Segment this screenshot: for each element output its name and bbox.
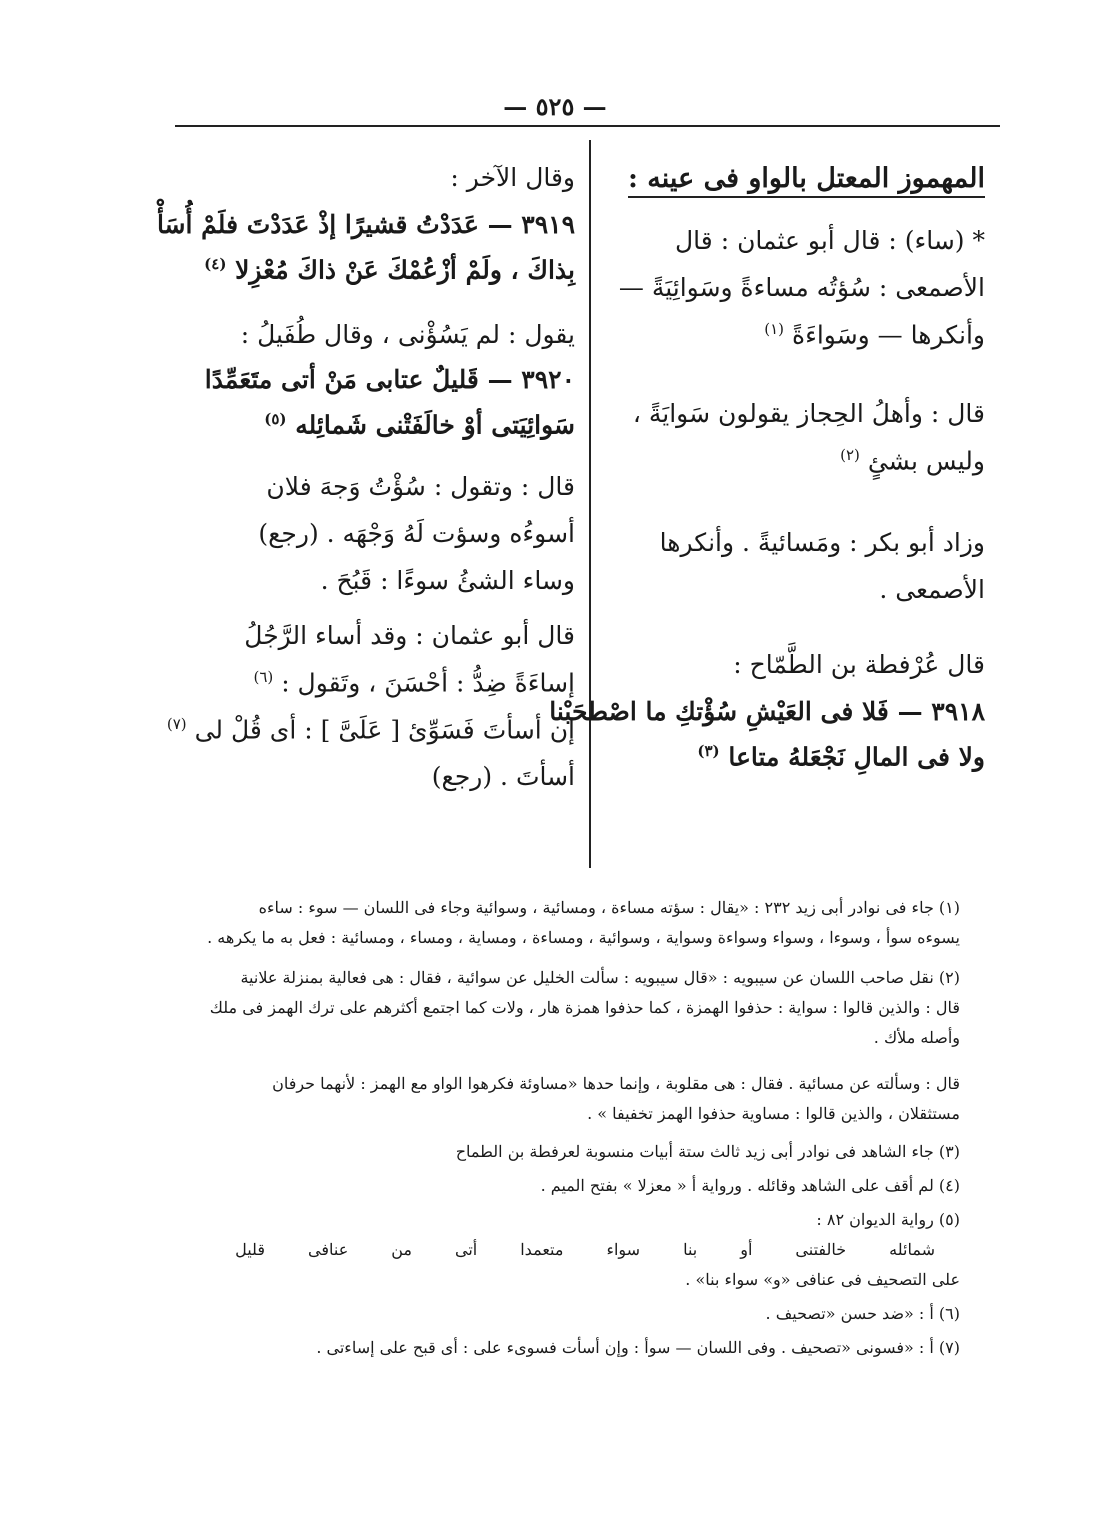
poem-word: عنافى (308, 1240, 349, 1259)
text-line: قال عُرْفطة بن الطَّمّاح : (733, 649, 985, 679)
poem-word: أو (740, 1240, 753, 1259)
verse-line: ٣٩٢٠ — قَليلٌ عتابى مَنْ أتى متَعَمِّدًا (204, 365, 575, 395)
poem-word: خالفتنى (795, 1240, 847, 1259)
footnote-ref: (٥) (264, 410, 287, 429)
footnote-line: (٧) أ : «فسونى «تصحيف . وفى اللسان — سوأ : وإن أسأت فسوىء على : أى قبح على إساءتى . (316, 1338, 960, 1357)
footnote-line: على التصحيف فى عنافى «و» سواء بنا» . (685, 1270, 960, 1289)
footnote-ref: (٢) (840, 446, 860, 465)
column-divider (589, 140, 591, 868)
footnote-line: قال : وسألته عن مسائية . فقال : هى مقلوبة ، وإنما حدها «مساوئة فكرهوا الواو مع الهمز : لأنهما حرفان (272, 1074, 960, 1093)
footnote-line: (٢) نقل صاحب اللسان عن سيبويه : «قال سيبويه : سألت الخليل عن سوائية ، فقال : هى فعالية بمنزلة علانية (240, 968, 960, 987)
text-line: وأنكرها — وسَواءَةً (791, 320, 985, 350)
right-column (549, 163, 985, 771)
footnote-line: (١) جاء فى نوادر أبى زيد ٢٣٢ : «يقال : سؤته مساءة ، ومسائية ، وسوائية وجاء فى اللسان — سوء : ساءه (258, 898, 960, 917)
footnote-ref: (٤) (204, 255, 227, 273)
verse-line: بِذاكَ ، ولَمْ أزْعُمْكَ عَنْ ذاكَ مُعْزِلا (235, 255, 575, 285)
left-column (156, 163, 575, 792)
text-line: إن أسأتَ فَسَوِّئ [ عَلَىَّ ] : أى قُلْ لى (194, 715, 575, 745)
poem-word: من (391, 1240, 412, 1259)
text-line: قال : وتقول : سُؤْتُ وَجهَ فلان (266, 471, 575, 501)
text-line: الأصمعى . (879, 574, 985, 604)
footnote-line: قال : والذين قالوا : سواية : حذفوا الهمزة ، كما حذفوا همزة هار ، ولات كما اجتمع أكثرهم على ترك الهمز فى ملك (209, 998, 960, 1017)
text-line: * (ساء) : قال أبو عثمان : قال (675, 226, 985, 255)
poem-word: متعمدا (520, 1240, 564, 1259)
footnote-ref: (٣) (697, 741, 720, 760)
footnote-ref: (١) (764, 320, 785, 338)
text-line: الأصمعى : سُؤتُه مساءةً وسَوائِيَةً — (618, 273, 985, 302)
text-line: أسوءُه وسؤت لَهُ وَجْهَه . (رجع) (258, 518, 575, 548)
footnote-line: وأصله ملأك . (873, 1028, 960, 1047)
text-line: قال أبو عثمان : وقد أساء الرَّجُلُ (244, 620, 575, 650)
text-line: أسأتَ . (رجع) (431, 762, 575, 792)
header-rule (175, 125, 1000, 127)
verse-line: ٣٩١٩ — عَدَدْتُ قشيرًا إذْ عَدَدْتَ فلَمْ أُسَأْ (156, 210, 575, 239)
footnotes (150, 900, 960, 1356)
footnote-line: (٥) رواية الديوان ٨٢ : (816, 1210, 960, 1229)
text-line: قال : وأهلُ الحِجاز يقولون سَوايَةً ، (632, 399, 985, 429)
poem-word: أتى (454, 1240, 478, 1259)
footnote-line: مستثقلان ، والذين قالوا : مساوية حذفوا الهمز تخفيفا » . (587, 1104, 960, 1123)
footnote-line: يسوءه سوأ ، وسوءا ، وسواء وسواءة وسواية ، وسوائية ، ومساءة ، ومساية ، ومساء ، ومسائية : فعل به ما يكرهه . (207, 928, 960, 947)
poem-word: قليل (235, 1240, 265, 1259)
poem-word: شمائله (889, 1240, 935, 1259)
section-heading: المهموز المعتل بالواو فى عينه : (628, 165, 985, 198)
footnote-ref: (٧) (166, 714, 187, 733)
footnote-line: (٣) جاء الشاهد فى نوادر أبى زيد ثالث ستة أبيات منسوبة لعرفطة بن الطماح (455, 1142, 960, 1161)
poem-word: سواء (606, 1240, 641, 1259)
footnote-line: (٤) لم أقف على الشاهد وقائله . ورواية أ « معزلا » بفتح الميم . (540, 1176, 960, 1195)
page-number: — ٥٢٥ — (503, 92, 607, 121)
poem-word: بنا (683, 1240, 698, 1259)
text-line: وزاد أبو بكر : ومَسائيةً . وأنكرها (659, 527, 985, 557)
verse-line: سَوائِيَتى أوْ خالَفَتْنى شَمائِله (295, 410, 575, 440)
text-line: وليس بشئٍ (867, 446, 985, 476)
footnote-line: (٦) أ : «ضد حسن «تصحيف . (765, 1304, 960, 1323)
text-line: وساء الشئُ سوءًا : قَبُحَ . (320, 565, 575, 595)
verse-line: ولا فى المالِ نَجْعَلهُ متاعا (728, 741, 985, 771)
text-line: وقال الآخر : (450, 163, 575, 192)
text-line: يقول : لم يَسُؤْنى ، وقال طُفَيلُ : (240, 320, 575, 350)
text-line: إساءَةً ضِدُّ : أحْسَنَ ، وتَقول : (281, 667, 575, 697)
poem-line (235, 1242, 935, 1258)
verse-line: ٣٩١٨ — فَلا فى العَيْشِ سُؤْتكِ ما اصْطحَبْنا (549, 696, 985, 726)
footnote-ref: (٦) (253, 667, 274, 686)
